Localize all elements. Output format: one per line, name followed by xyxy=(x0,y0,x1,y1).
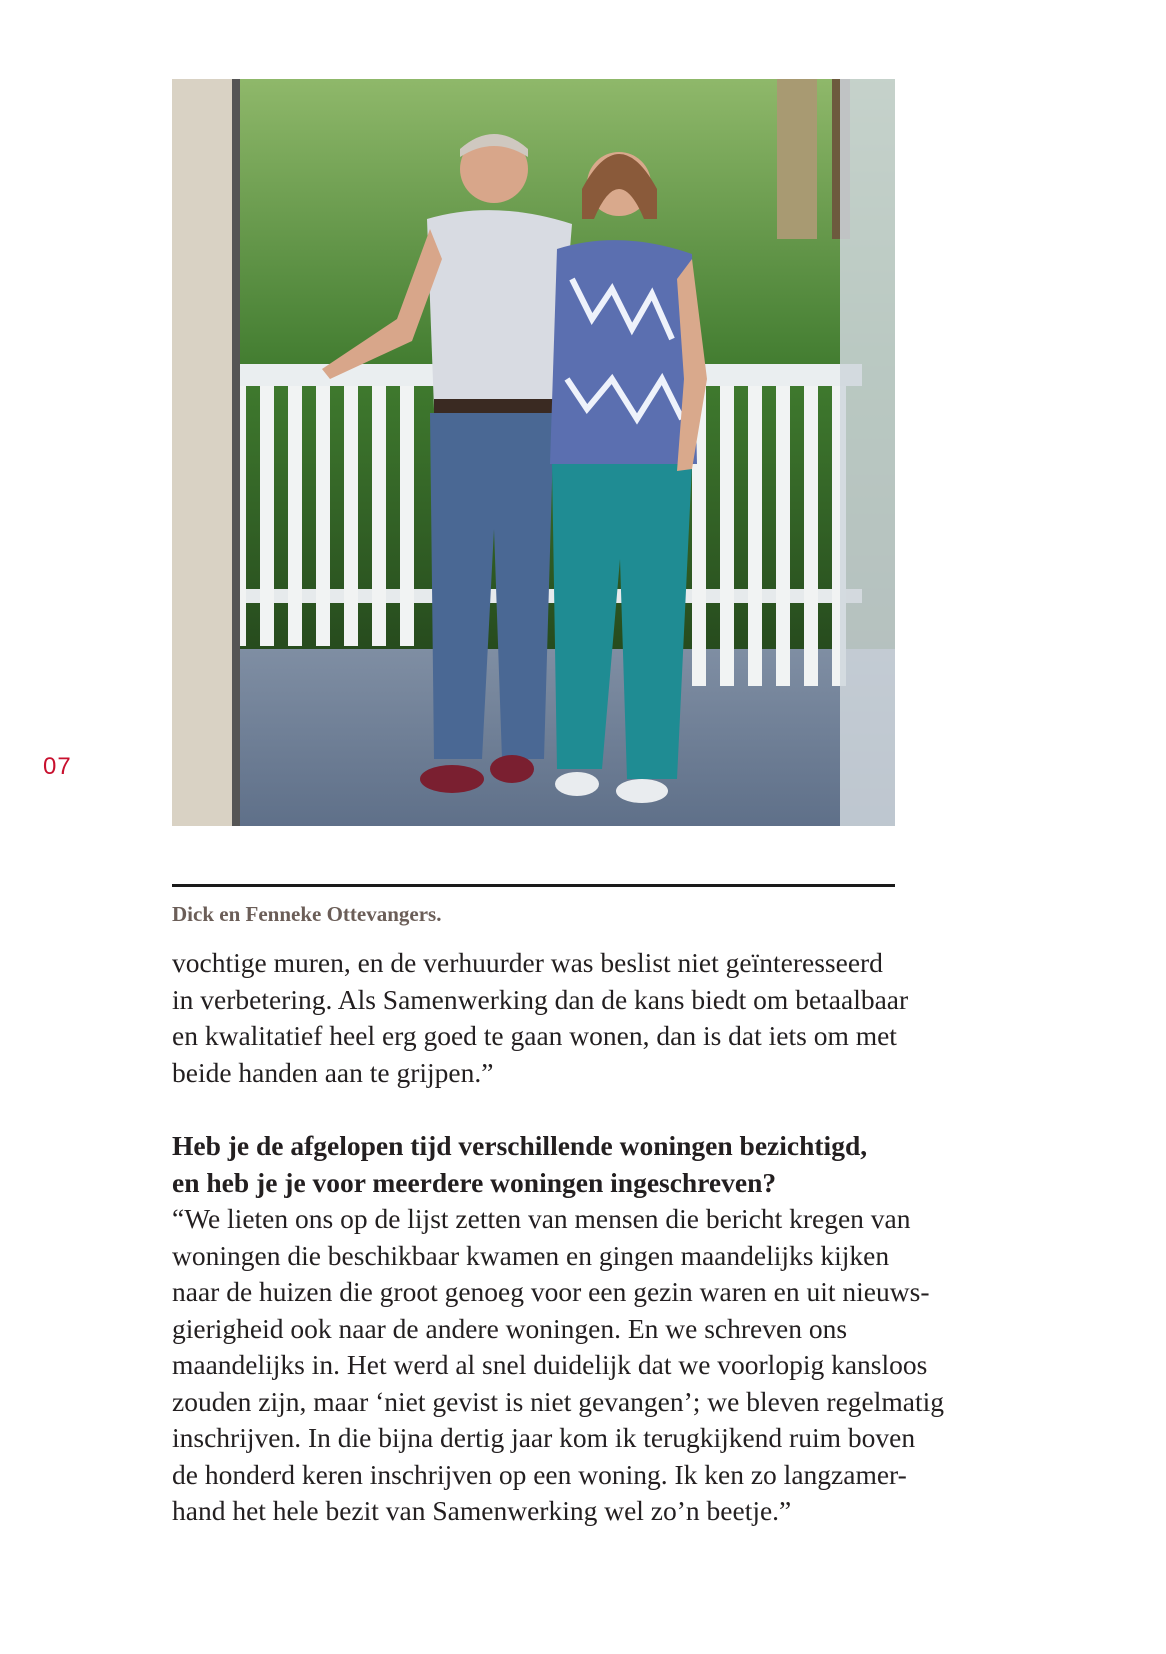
text-line: de honderd keren inschrijven op een woning. Ik ken zo langzamer- xyxy=(172,1458,907,1490)
text-line: hand het hele bezit van Samenwerking wel zo’n beetje.” xyxy=(172,1495,792,1526)
caption-rule xyxy=(172,884,895,887)
paragraph-gap xyxy=(172,1091,1022,1128)
interview-question xyxy=(172,1128,1022,1201)
photo-illustration xyxy=(172,79,895,826)
door-frame-right xyxy=(840,79,895,826)
text-line: beide handen aan te grijpen.” xyxy=(172,1056,494,1088)
question-line: Heb je de afgelopen tijd verschillende woningen bezichtigd, xyxy=(172,1130,868,1161)
text-line: inschrijven. In die bijna dertig jaar kom ik terugkijkend ruim boven xyxy=(172,1422,916,1453)
tree-trunk xyxy=(777,79,817,239)
intro-paragraph xyxy=(172,945,1022,1091)
article-body xyxy=(172,945,1022,1530)
text-line: maandelijks in. Het werd al snel duidelijk dat we voorlopig kansloos xyxy=(172,1349,928,1380)
page-number: 07 xyxy=(43,753,72,780)
couple-photo xyxy=(172,79,895,826)
photo-caption: Dick en Fenneke Ottevangers. xyxy=(172,902,442,926)
door-frame-left xyxy=(172,79,238,826)
interview-answer xyxy=(172,1201,1022,1530)
text-line: en kwalitatief heel erg goed te gaan wonen, dan is dat iets om met xyxy=(172,1020,897,1051)
text-line: zouden zijn, maar ‘niet gevist is niet gevangen’; we bleven regelmatig xyxy=(172,1385,945,1417)
question-line: en heb je je voor meerdere woningen ingeschreven? xyxy=(172,1166,777,1198)
text-line: woningen die beschikbaar kwamen en gingen maandelijks kijken xyxy=(172,1239,890,1271)
text-line: in verbetering. Als Samenwerking dan de kans biedt om betaalbaar xyxy=(172,983,909,1015)
text-line: vochtige muren, en de verhuurder was beslist niet geïnteresseerd xyxy=(172,947,883,978)
door-frame-left-edge xyxy=(232,79,240,826)
text-line: “We lieten ons op de lijst zetten van mensen die bericht kregen van xyxy=(172,1203,911,1234)
text-line: gierigheid ook naar de andere woningen. En we schreven ons xyxy=(172,1312,848,1344)
text-line: naar de huizen die groot genoeg voor een gezin waren en uit nieuws- xyxy=(172,1276,930,1307)
